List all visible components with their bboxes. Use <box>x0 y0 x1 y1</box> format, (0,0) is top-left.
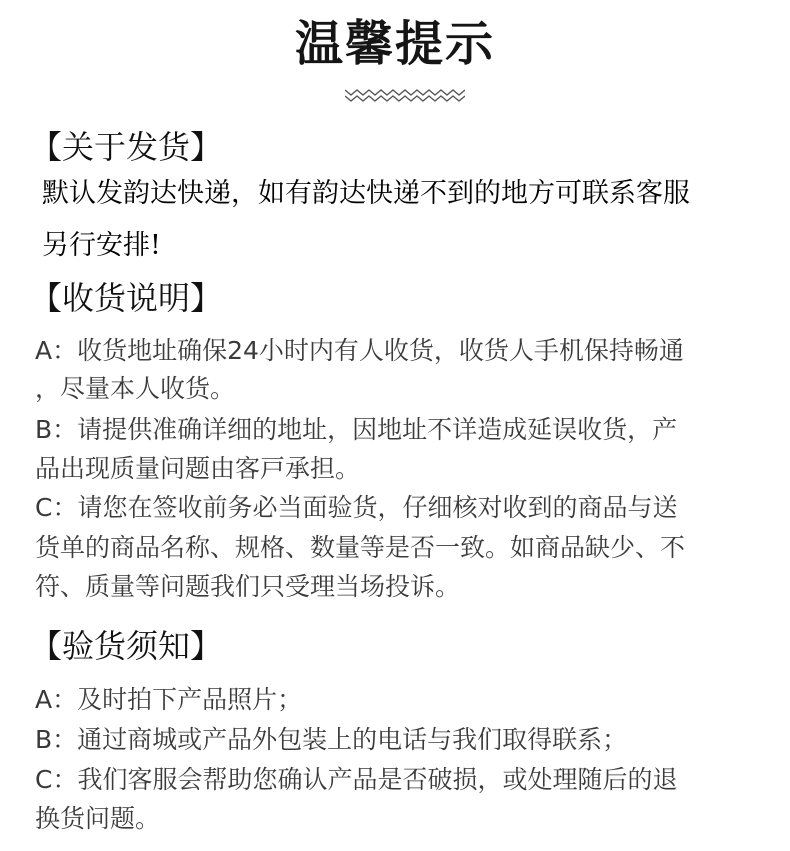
inspection-text-line: C：我们客服会帮助您确认产品是否破损，或处理随后的退 <box>35 765 678 794</box>
section-heading-inspection: 【验货须知】 <box>30 627 223 665</box>
receiving-text-line: 品出现质量问题由客戸承担。 <box>35 454 361 483</box>
section-heading-receiving: 【收货说明】 <box>30 279 223 317</box>
shipping-text-line: 另行安排! <box>42 230 161 261</box>
inspection-text-line: A：及时拍下产品照片； <box>35 685 303 714</box>
zigzag-divider-icon <box>345 86 465 104</box>
receiving-text-line: 货单的商品名称、规格、数量等是否一致。如商品缺少、不 <box>35 533 686 562</box>
receiving-text-line: C：请您在签收前务必当面验货，仔细核对收到的商品与送 <box>35 493 678 522</box>
receiving-text-line: B：请提供准确详细的地址，因地址不详造成延误收货，产 <box>35 415 678 444</box>
receiving-text-line: A：收货地址确保24小时内有人收货，收货人手机保持畅通 <box>35 336 684 365</box>
shipping-text-line: 默认发韵达快递，如有韵达快递不到的地方可联系客服 <box>42 178 690 209</box>
page-title: 温馨提示 <box>294 16 495 72</box>
receiving-text-line: 符、质量等问题我们只受理当场投诉。 <box>35 572 461 601</box>
inspection-text-line: 换货问题。 <box>35 804 161 833</box>
inspection-text-line: B：通过商城或产品外包装上的电话与我们取得联系； <box>35 725 628 754</box>
section-heading-shipping: 【关于发货】 <box>30 128 223 166</box>
receiving-text-line: ，尽量本人收货。 <box>35 374 236 403</box>
